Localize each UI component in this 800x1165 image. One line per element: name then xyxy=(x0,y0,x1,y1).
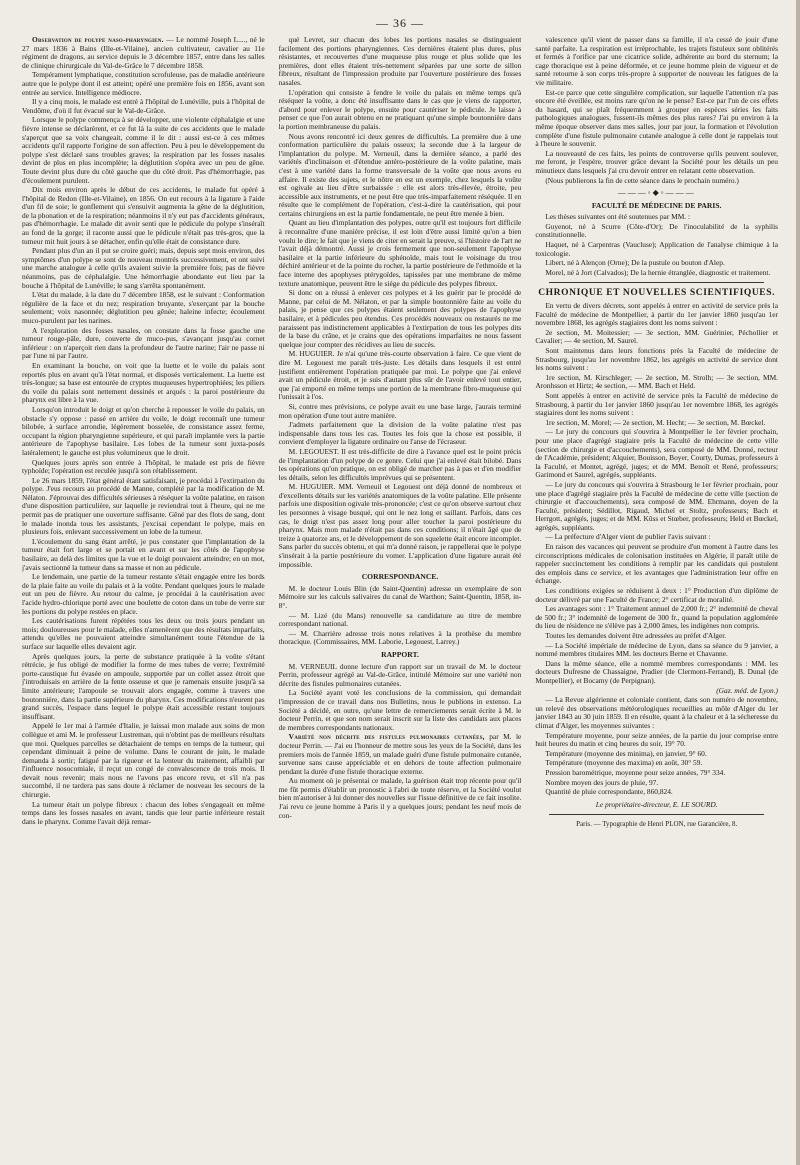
column-left xyxy=(22,36,265,830)
paragraph: Les cautérisations furent répétées tous les deux ou trois jours pendant un mois; douloureuses pour le malade, elles n'amenèrent que des résultats imparfaits, attendu qu'elles ne pouvaient atteindre simultanément toute l'étendue de la surface sur laquelle elles devaient agir. xyxy=(22,616,265,651)
paragraph: Les avantages sont : 1° Traitement annuel de 2,000 fr.; 2° indemnité de cheval de 500 fr.; 3° indemnité de logement de 300 fr., quand la population agglomérée du lieu de résidence ne s'élève pas à 2,000 âmes, les indigènes non compris. xyxy=(535,604,778,631)
paragraph: Lorsque le polype commença à se développer, une violente céphalalgie et une fièvre intense se déclarèrent, et ce fut là la suite de ces accidents que le malade s'aperçut que sa voix changeait, comme il le dit : aussi est-ce à ces mêmes accidents qu'il rapporte l'origine de son affection. Peu à peu le développement du polype s'est déclaré sans troubles graves; la respiration par les fosses nasales devint de plus en plus incomplète; la déglutition s'opéra avec un peu de gêne. Toute devint plus dure du côté gauche que du côté droit. Pas d'hémorrhagie, pas d'écoulement purulent. xyxy=(22,115,265,185)
paragraph: Appelé le 1er mai à l'armée d'Italie, je laissai mon malade aux soins de mon collègue et ami M. le professeur Lustreman, qui n'obtint pas de meilleurs résultats que moi. Quelques parcelles se détachaient de temps en temps de la tumeur, qui cependant diminuait à peine de volume. Dans le courant de juin, le malade demanda à sortir; fatigué par la rigueur et la lenteur du traitement, affaibli par l'influence nosocomiale, il reçut un congé de convalescence de trois mois. Il devait nous revenir; mais nous ne l'avons pas encore revu, et s'il n'a pas succombé, il ne tardera pas sans doute à réclamer de nouveau les secours de la chirurgie. xyxy=(22,721,265,800)
page-header xyxy=(22,14,778,32)
paragraph: Tempérament lymphatique, constitution scrofuleuse, pas de maladie antérieure autre que le polype dont il est atteint; opéré une première fois en 1856, avant son entrée au service. Intelligence médiocre. xyxy=(22,70,265,97)
paragraph-text: par M. le docteur Perrin. — J'ai eu l'honneur de mettre sous les yeux de la Société, dans les premiers mois de l'année 1859, un malade guéri d'une fistule pulmonaire cutanée, survenue sans cause appréciable et en dehors de toute affection pulmonaire pendant la durée d'une fistule thoracique externe. xyxy=(278,732,522,776)
section-heading-chronique: CHRONIQUE ET NOUVELLES SCIENTIFIQUES. xyxy=(538,288,776,299)
paragraph: L'état du malade, à la date du 7 décembre 1858, est le suivant : Conformation régulière de la face et du nez; respiration bruyante, s'exerçant par la bouche seulement; voix nasonnée; déglutition peu gênée; haleine infecte; écoulement muco-purulent par les narines. xyxy=(22,290,265,325)
paragraph: En raison des vacances qui peuvent se produire d'un moment à l'autre dans les circonscriptions médicales de colonisation instituées en Algérie, il paraît utile de rappeler succinctement les conditions à remplir par les candidats qui postulent des emplois dans ce service, et les avantages que l'administration leur offre en échange. xyxy=(535,542,778,586)
paragraph: Morel, né à Jort (Calvados); De la hernie étranglée, diagnostic et traitement. xyxy=(545,267,771,277)
paragraph xyxy=(279,733,522,776)
paragraph: qué Levret, sur chacun des lobes les portions nasales se distinguaient facilement des portions pharyngiennes. Ces dernières étaient plus dures, plus résistantes, et recouvertes d'une muqueuse plus rouge et plus solide que les premières, dont elles étaient très-nettement séparées par une sorte de sillon fibreux, résultant de l'impression produite par l'ouverture postérieure des fosses nasales. xyxy=(278,36,522,87)
observation-title: Observation de polype naso-pharyngien. xyxy=(32,36,164,44)
paragraph: Lorsqu'on introduit le doigt et qu'on cherche à repousser le voile du palais, un obstacle s'y oppose : passé en arrière du voile, le doigt reconnaît une tumeur bilobée, à surface arrondie, légèrement bosselée, de consistance assez ferme, occupant la région pharyngienne supérieure, et qui paraît implantée vers la partie antérieure de l'apophyse basilaire. Les lobes de la tumeur sont juxta-posés latéralement; le gauche est plus volumineux que le droit. xyxy=(22,404,265,457)
paragraph: J'admets parfaitement que la division de la voûte palatine n'est pas indispensable dans tous les cas. Toutes les fois que la chose est possible, il convient d'employer la ligature ordinaire ou l'anse de l'écraseur. xyxy=(278,420,522,447)
paragraph: A l'exploration des fosses nasales, on constate dans la fosse gauche une tumeur rouge-pâle, dure, couverte de muco-pus, s'avançant jusqu'au cornet inférieur : on n'aperçoit rien dans la profondeur de l'autre narine; l'air ne passe ni par l'une ni par l'autre. xyxy=(22,325,265,361)
source-citation: (Gaz. méd. de Lyon.) xyxy=(716,685,778,695)
paragraph: M. VERNEUIL donne lecture d'un rapport sur un travail de M. le docteur Perrin, professeur agrégé au Val-de-Grâce, intitulé Mémoire sur une variété non décrite des fistules pulmonaires cutanées. xyxy=(278,661,522,688)
divider-rule xyxy=(549,814,764,815)
paragraph: M. le docteur Louis Blin (de Saint-Quentin) adresse un exemplaire de son Mémoire sur les calculs salivaires du canal de Warthon; Saint-Quentin, 1858, in-8°. xyxy=(278,583,522,610)
paragraph: — Le jury du concours qui s'ouvrira à Montpellier le 1er février prochain, pour une place d'agrégé stagiaire près la Faculté de médecine de cette ville (section de chirurgie et d'accouchements), sera composé de MM. Donné, recteur de l'Académie, président; Alquier, Bouisson, Boyer, Courty, Dumas, professeurs à la Faculté, et Montet, agrégé, juges; et de MM. Benoît et René, professeurs; Garimond et Saurel, agrégés, suppléants. xyxy=(535,427,778,480)
observation-intro: — Le nommé Joseph L...., né le 27 mars 1836 à Bains (Ille-et-Vilaine), ancien cultivateur, cavalier au 11e régiment de dragons, au service depuis le 3 décembre 1857, entre dans les salles de clinique chirurgicale du Val-de-Grâce le 7 décembre 1858. xyxy=(22,36,265,70)
paragraph: valescence qu'il vient de passer dans sa famille, il n'a cessé de jouir d'une santé parfaite. La respiration est irréprochable, les trajets fistuleux sont oblitérés et fermés à l'orifice par une cicatrice solide, adhérente au bord du sternum; la cage thoracique est à peine déformée, et ce jeune homme plein de vigueur et de santé retourne à son corps très-propre à supporter de nouveau les fatigues de la vie militaire. xyxy=(535,36,778,87)
paragraph: Au moment où je présentai ce malade, la guérison était trop récente pour qu'il me fût permis d'établir un pronostic à l'abri de toute réserve, et la Société voulut bien m'autoriser à lui donner des nouvelles sur l'issue définitive de ce fait insolite. J'ai revu ce jeune homme à Paris il y a quelques jours; pendant les neuf mois de con- xyxy=(278,776,522,820)
paragraph: — Le jury du concours qui s'ouvrira à Strasbourg le 1er février prochain, pour une place d'agrégé stagiaire près la Faculté de médecine de cette ville (section de chirurgie et d'accouchements), sera composé de MM. Ehrmann, doyen de la Faculté, président; Sédillot, Rigaud, Michel et Stoltz, professeurs; Bach et Herrgott, agrégés, juges; et de MM. Kûss et Stœber, professeurs; Held et Bœckel, agrégés, suppléants. xyxy=(535,479,778,532)
paragraph: En vertu de divers décrets, sont appelés à entrer en activité de service près la Faculté de médecine de Montpellier, à partir du 1er janvier 1860 jusqu'au 1er novembre 1868, les agrégés stagiaires dont les noms suivent : xyxy=(535,301,778,328)
paragraph: Dans la même séance, elle a nommé membres correspondants : MM. les docteurs Dufresne de Chassaigne, Pradier (de Clermont-Ferrand), B. Dunal (de Montpellier), et Bocamy (de Perpignan). xyxy=(535,658,778,685)
publisher-line: Le propriétaire-directeur, E. LE SOURD. xyxy=(595,799,718,809)
column-middle xyxy=(279,36,522,830)
paragraph: Quant au lieu d'implantation des polypes, outre qu'il est toujours fort difficile à reconnaître d'une manière précise, il est loin d'être aussi limité qu'on a bien voulu le dire; le fait que je viens de citer en serait la preuve, si l'histoire de l'art ne l'avait déjà démontré. Aussi je crois fermement que non-seulement l'apophyse basilaire et la partie inférieure du sphénoïde, mais tout le voisinage du trou déchiré antérieur et de la pointe du rocher, la partie postérieure de l'ethmoïde et la face interne des apophyses ptérygoïdes, tapissées par une membrane de même texture anatomique, peuvent être le siége du pédicule des polypes fibreux. xyxy=(278,218,522,288)
paragraph: Température (moyenne des maxima) en août, 30° 59. xyxy=(545,758,703,768)
paragraph: M. HUGUIER. MM. Verneuil et Legouest ont déjà donné de nombreux et d'excellents détails sur les variétés anatomiques de la voûte palatine. Elle présente parfois une disposition ogivale très-prononcée; c'est ce qu'on observe surtout chez les personnes à visage busqué, qui ont le nez long et saillant. Parfois, dans ces cas, le doigt n'est pas assez long pour aller toucher la paroi postérieure du pharynx. Mais mon malade n'était pas dans ces conditions; il n'était âgé que de treize à quatorze ans, et le développement de son squelette était encore incomplet. Sans parler du succès obtenu, et qui m'a donné raison, je rappellerai que le polype s'insérait à la partie postérieure du vomer. L'application d'une ligature aurait été impossible. xyxy=(278,482,522,569)
paragraph: — La préfecture d'Alger vient de publier l'avis suivant : xyxy=(545,532,711,542)
divider-rule xyxy=(549,282,764,283)
paragraph: Toutes les demandes doivent être adressées au préfet d'Alger. xyxy=(545,631,727,640)
paragraph: Guyenot, né à Scurre (Côte-d'Or); De l'inoculabilité de la syphilis constitutionnelle. xyxy=(535,221,778,240)
paragraph: — La Société impériale de médecine de Lyon, dans sa séance du 9 janvier, a nommé membres titulaires MM. les docteurs Berne et Chavanne. xyxy=(535,640,778,659)
article-title: Variété non décrite des fistules pulmonaires cutanées, xyxy=(288,732,485,742)
paragraph: Après quelques jours, la perte de substance pratiquée à la voûte s'étant rétrécie, je fus obligé de modifier la forme de mes tubes de verre; l'extrémité porte-caustique fut évasée en ampoule, supportée par un collet assez étroit que j'introduisais en arrière de la fente osseuse et que je ramenais ensuite jusqu'à sa limite antérieure; l'ampoule se trouvait alors engagée, comme à travers une boutonnière, dans la partie supérieure du pharynx. Ces modifications n'eurent pas grand succès, l'espace dans lequel le polype était accessible restant toujours insuffisant. xyxy=(22,651,265,721)
observation-paragraph xyxy=(22,36,265,70)
paragraph: Pendant plus d'un an il put se croire guéri; mais, depuis sept mois environ, des symptômes d'un polype se sont de nouveau montrés successivement, et ont suivi une marche analogue à celle qu'ils avaient suivie la première fois; pas de fièvre néanmoins, pas de céphalalgie. Une hémorrhagie abondante eut lieu par la bouche à l'hôpital de Lunéville; le sang s'arrêta spontanément. xyxy=(22,246,265,290)
paragraph: La nouveauté de ces faits, les points de controverse qu'ils peuvent soulever, me feront, je l'espère, trouver grâce devant la Société pour les détails un peu minutieux dans lesquels j'ai cru devoir entrer en relatant cette observation. xyxy=(535,148,778,175)
paragraph: Température (moyenne des minima), en janvier, 9° 60. xyxy=(545,748,707,758)
paragraph: L'écoulement du sang étant arrêté, je pus constater que l'implantation de la tumeur était fort large et se portait en avant et sur les côtés de l'apophyse basilaire, au delà des limites que la vue et le doigt pouvaient atteindre; en un mot, j'avais sectionné la tumeur dans sa masse et non au pédicule. xyxy=(22,536,265,572)
paragraph: Les thèses suivantes ont été soutenues par MM. : xyxy=(545,212,691,222)
paragraph: Sont maintenus dans leurs fonctions près la Faculté de médecine de Strasbourg, jusqu'au 1er novembre 1862, les agrégés en activité de service dont les noms suivent : xyxy=(535,346,778,373)
paragraph: Quantité de pluie correspondante, 860,824. xyxy=(545,787,673,797)
paragraph: La tumeur était un polype fibreux : chacun des lobes s'engageait en même temps dans les fosses nasales en avant, tandis que leur partie inférieure restait dans le pharynx. Comme l'avait déjà remar- xyxy=(22,799,265,826)
paragraph: L'opération qui consiste à fendre le voile du palais en même temps qu'à réséquer la voûte, a donc été insuffisante dans le cas que je viens de rapporter, d'abord pour enlever le polype, ensuite pour cautériser le pédicule. Je laisse à penser ce que l'on aurait obtenu en ne pratiquant qu'une simple boutonnière dans la portion membraneuse du palais. xyxy=(278,87,522,131)
paragraph: Sont appelés à entrer en activité de service près la Faculté de médecine de Strasbourg, à partir du 1er janvier 1860 jusqu'au 1er novembre 1868, les agrégés stagiaires dont les noms suivent : xyxy=(535,390,778,418)
paragraph: 1re section, M. Kirschleger; — 2e section, M. Strolh; — 3e section, MM. Aronhsson et Hirtz; 4e section, — MM. Bach et Held. xyxy=(535,372,778,391)
paragraph: 1re section, M. Morel; — 2e section, M. Hecht; — 3e section, M. Bœckel. xyxy=(545,417,766,427)
section-heading-faculte: FACULTÉ DE MÉDECINE DE PARIS. xyxy=(591,200,722,210)
paragraph: Le lendemain, une partie de la tumeur restante s'était engagée entre les bords de la plaie faite au voile du palais et à la voûte. Pendant quelques jours le malade eut un peu de fièvre. Au retour du calme, je procédai à la cautérisation avec l'acide hydro-chlorique porté avec une boulette de coton dans un tube de verre sur les portions du polype restées en place. xyxy=(22,572,265,616)
paragraph: Nous avons rencontré ici deux genres de difficultés. La première due à une conformation particulière du palais osseux; la seconde due à la largeur de l'implantation du polype. M. Verneuil, dans la dernière séance, a parlé des variétés d'inclinaison et d'étendue antéro-postérieure de la voûte palatine, mais c'est à une variété dans la forme transversale de la voûte que nous avons eu affaire. Il existe des sujets, et le nôtre en est un exemple, chez lesquels la voûte est ogivale au lieu d'être surbaissée : elle est alors très-élevée, étroite, peu accessible aux instruments, et ne peut être que très-imparfaitement réséquée. Il en résulte que le complément de l'opération, c'est-à-dire la cautérisation, qui pour certains chirurgiens en est la partie fondamentale, ne peut être menée à bien. xyxy=(278,131,522,218)
paragraph: Si donc on a réussi à enlever ces polypes et à les guérir par le procédé de Manne, par celui de M. Nélaton, et par la simple boutonnière faite au voile du palais, je pense que ces polypes étaient seulement des polypes de l'apophyse basilaire, et à pédicules peu étendus. Ces procédés nouveaux ou restaurés ne me paraissent pas indistinctement applicables à l'extirpation de tous les polypes dits de la base du crâne, et je crains que des opérations imparfaites ne nous fassent quelque jour compter des récidives au lieu de succès. xyxy=(278,288,522,349)
paragraph: Il y a cinq mois, le malade est entré à l'hôpital de Lunéville, puis à l'hôpital de Vendôme, d'où il fut évacué sur le Val-de-Grâce. xyxy=(22,97,265,115)
paragraph: Libert, né à Alençon (Orne); De la pustule ou bouton d'Alep. xyxy=(545,258,725,268)
paragraph: Nombre moyen des jours de pluie, 97. xyxy=(545,777,659,787)
article-columns xyxy=(22,36,778,830)
section-heading-correspondance: CORRESPONDANCE. xyxy=(361,572,439,582)
paragraph: Température moyenne, pour seize années, de la partie du jour comprise entre huit heures du matin et cinq heures du soir, 19° 70. xyxy=(535,730,778,749)
paragraph: Les conditions exigées se réduisent à deux : 1° Production d'un diplôme de docteur délivré par une Faculté de France; 2° certificat de moralité. xyxy=(535,586,778,604)
page-number: — 36 — xyxy=(376,15,424,30)
page-edge xyxy=(796,0,800,1165)
paragraph: — La Revue algérienne et coloniale contient, dans son numéro de novembre, un relevé des observations météorologiques recueillies au môle d'Alger du 1er janvier 1843 au 30 juin 1859. Il en résulte, quant à la chaleur et à la sécheresse du climat d'Alger, les moyennes suivantes : xyxy=(535,695,778,730)
paragraph: M. LEGOUEST. Il est très-difficile de dire à l'avance quel est le point précis de l'implantation d'un polype de ce genre. Celui que j'ai enlevé était bilobé. Dans les opérations qu'on pratique, on est obligé de marcher pas à pas et d'en modifier les détails, selon les difficultés imprévues qui se présentent. xyxy=(278,446,522,482)
paragraph: — M. Lizé (du Mans) renouvelle sa candidature au titre de membre correspondant national. xyxy=(278,610,522,629)
paragraph: En examinant la bouche, on voit que la luette et le voile du palais sont reportés plus en avant qu'à l'état normal, et disposés verticalement. La luette est très-longue; sa base est entourée de cryptes muqueuses hypertrophiées; les piliers du voile du palais sont nettement dessinés et arqués : la paroi postérieure du pharynx est libre à la vue. xyxy=(22,360,265,405)
paragraph: (Nous publierons la fin de cette séance dans le prochain numéro.) xyxy=(545,175,739,185)
paragraph: Si, contre mes prévisions, ce polype avait eu une base large, j'aurais terminé mon opération d'une tout autre manière. xyxy=(278,401,522,420)
paragraph: Quelques jours après son entrée à l'hôpital, le malade est pris de fièvre typhoïde; l'opération est reculée jusqu'à son rétablissement. xyxy=(22,457,265,476)
paragraph: — M. Charrière adresse trois notes relatives à la prothèse du membre thoracique. (Commissaires, MM. Laborie, Legouest, Larrey.) xyxy=(278,628,522,647)
ornament-divider: ———◦◆◦——— xyxy=(617,188,696,198)
paragraph: 2e section, M. Moitessier; — 3e section, MM. Guérinier, Péchollier et Cavalier; — 4e section, M. Saurel. xyxy=(535,327,778,346)
paragraph: Dix mois environ après le début de ces accidents, le malade fut opéré à l'hôpital de Redon (Ille-et-Vilaine), en 1856. On eut recours à la ligature à l'aide d'un fil de soie; le gonflement qui s'ensuivit augmenta la gêne de la déglutition, de la phonation et de la respiration; néanmoins il n'y eut pas d'accidents généraux, pas d'hémorrhagie. Le malade dit avoir senti que le pédicule du polype s'inséraît au fond de la gorge; il raconte aussi que le pédicule n'était pas très-gros, que la tumeur mit huit jours à se détacher, enfin qu'elle était de consistance dure. xyxy=(22,185,265,246)
paragraph: Le 26 mars 1859, l'état général étant satisfaisant, je procédai à l'extirpation du polype. J'eus recours au procédé de Manne, complété par la modification de M. Nélaton. J'éprouvai des difficultés sérieuses à réséquer la voûte palatine, en raison d'une disposition particulière, sur laquelle je reviendrai tout à l'heure, qui ne me permit pas de pratiquer une ouverture suffisante. Gêné par des flots de sang, dont le malade inonda tous les assistants, j'excisai cependant le polype, mais en plusieurs fois, enlevant successivement un lobe de la tumeur. xyxy=(22,475,265,537)
paragraph: Est-ce parce que cette singulière complication, sur laquelle l'attention n'a pas encore été éveillée, est moins rare qu'on ne le pense? Est-ce par l'un de ces effets du hasard, qui se plaît fréquemment à grouper en espèces séries les faits pathologiques analogues, fussent-ils mêmes des plus rares? J'ai pu environ à la même époque observer dans mes salles, jour par jour, la formation et l'évolution complète d'une fistule pulmonaire cutanée analogue à celle dont je rappelais tout à l'heure le souvenir. xyxy=(535,87,778,149)
paragraph: M. HUGUIER. Je n'ai qu'une très-courte observation à faire. Ce que vient de dire M. Legouest me paraît très-juste. Les détails dans lesquels il est entré justifient entièrement l'opération pratiquée par moi. Le polype que j'ai enlevé avait un pédicule étroit, et je suis d'autant plus sûr de l'avoir enlevé tout entier, que j'ai emporté en même temps une portion de la membrane fibro-muqueuse qui l'unissait à l'os. xyxy=(278,349,522,402)
paragraph: La Société ayant voté les conclusions de la commission, qui demandait l'impression de ce travail dans nos Bulletins, nous le publions in extenso. La Société a décidé, en outre, qu'une lettre de remerciements serait écrite à M. le docteur Perrin, et que son nom serait inscrit sur la liste des candidats aux places de membres correspondants nationaux. xyxy=(278,688,522,732)
paragraph: Pression barométrique, moyenne pour seize années, 79° 334. xyxy=(545,767,726,777)
printer-imprint: Paris. — Typographie de Henri PLON, rue Garancière, 8. xyxy=(576,820,738,829)
paragraph: Haquet, né à Carpentras (Vaucluse); Application de l'analyse chimique à la toxicologie. xyxy=(535,240,778,258)
column-right xyxy=(535,36,778,830)
section-heading-rapport: RAPPORT. xyxy=(381,649,419,659)
